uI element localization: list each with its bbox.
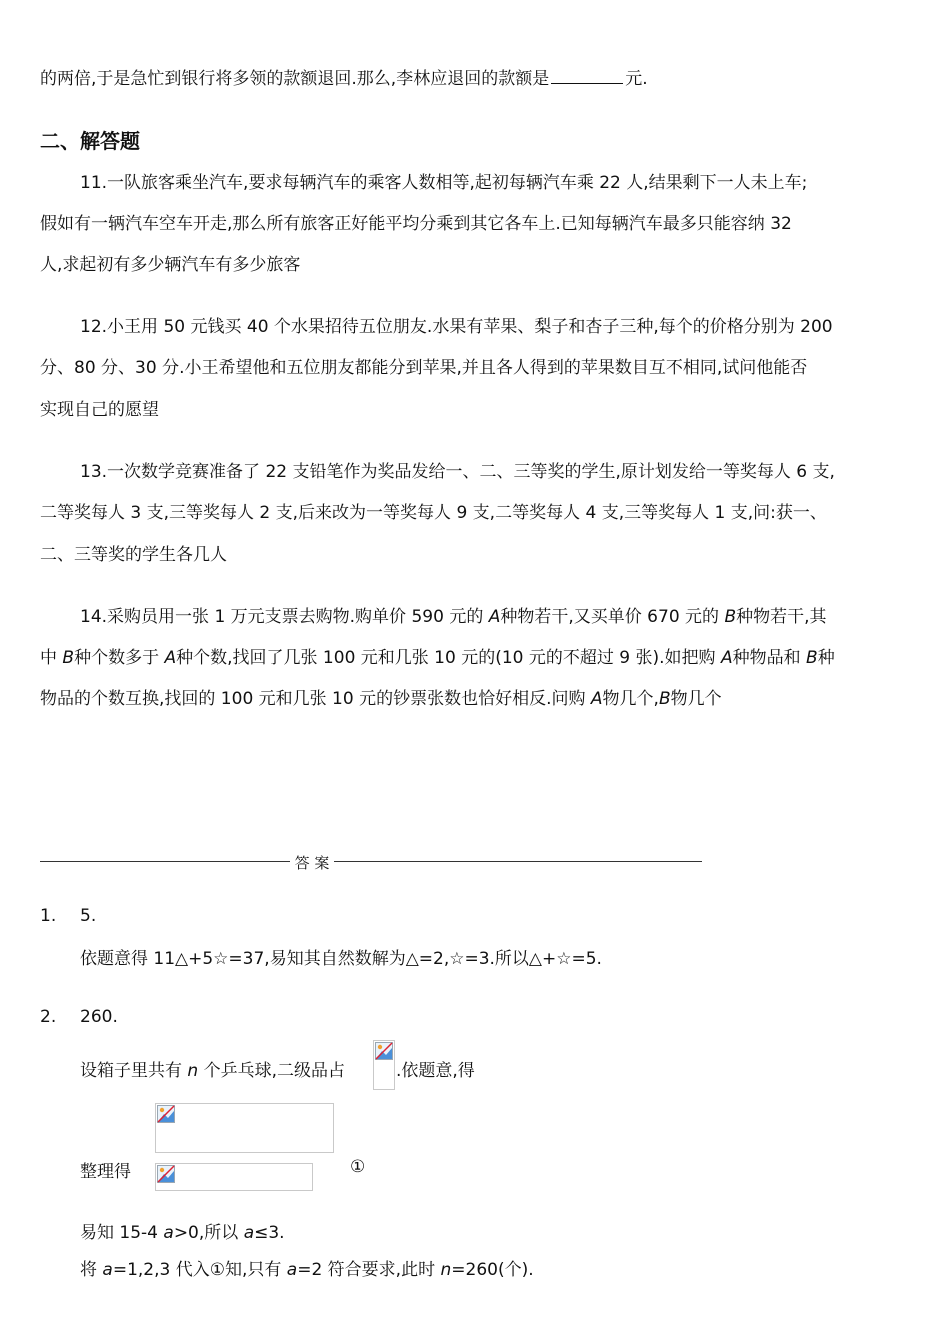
var-n: n (440, 1260, 452, 1280)
var-b: B (724, 607, 737, 627)
var-a-lower: a (163, 1223, 174, 1243)
answer-2-text: ≤3. (254, 1223, 285, 1243)
var-a: A (488, 607, 501, 627)
broken-image-icon (375, 1042, 393, 1060)
q12-line-2: 分、80 分、30 分.小王希望他和五位朋友都能分到苹果,并且各人得到的苹果数目互不相同,试问他能否 (40, 358, 808, 378)
answer-1-number: 1. (40, 906, 57, 926)
answer-2-text: =1,2,3 代入①知,只有 (112, 1260, 287, 1280)
q10-tail-line (40, 64, 648, 89)
var-a-lower: a (102, 1260, 113, 1280)
var-b: B (658, 689, 671, 709)
q14-text: 物品的个数互换,找回的 100 元和几张 10 元的钞票张数也恰好相反.问购 (40, 689, 591, 709)
q14-line-1 (80, 602, 827, 627)
var-a-lower: a (243, 1223, 255, 1243)
divider-rule-right (334, 861, 702, 862)
equation-image-placeholder (155, 1103, 334, 1153)
fraction-image-placeholder (373, 1040, 395, 1090)
q12-line-3: 实现自己的愿望 (40, 400, 159, 420)
q12-line-1: 12.小王用 50 元钱买 40 个水果招待五位朋友.水果有苹果、梨子和杏子三种,每个的价格分别为 200 (80, 317, 833, 337)
var-b: B (62, 648, 75, 668)
answer-1-value: 5. (80, 906, 97, 926)
q14-text: 物几个, (602, 689, 659, 709)
q14-line-3 (40, 684, 722, 709)
answer-2-line-3 (80, 1218, 285, 1243)
simplified-equation-image-placeholder (155, 1163, 313, 1191)
broken-image-icon (157, 1105, 175, 1123)
q14-text: 物几个 (670, 689, 722, 709)
q13-line-2: 二等奖每人 3 支,三等奖每人 2 支,后来改为一等奖每人 9 支,二等奖每人 4 支,三等奖每人 1 支,问:获一、 (40, 503, 827, 523)
answer-2-text: =2 符合要求,此时 (297, 1260, 441, 1280)
q11-line-1: 11.一队旅客乘坐汽车,要求每辆汽车的乘客人数相等,起初每辆汽车乘 22 人,结果剩下一人未上车; (80, 173, 808, 193)
divider-rule-left (40, 861, 290, 862)
q14-text: 种物品和 (732, 648, 807, 668)
q13-line-1: 13.一次数学竞赛准备了 22 支铅笔作为奖品发给一、二、三等奖的学生,原计划发给一等奖每人 6 支, (80, 462, 835, 482)
answer-2-text: 设箱子里共有 (80, 1061, 188, 1081)
answer-2-line-1-end: .依题意,得 (396, 1061, 475, 1081)
answer-2-text: >0,所以 (173, 1223, 244, 1243)
var-a: A (590, 689, 603, 709)
equation-marker-1: ① (350, 1157, 366, 1177)
answer-2-text: =260(个). (451, 1260, 534, 1280)
q14-text: 中 (40, 648, 63, 668)
q11-line-3: 人,求起初有多少辆汽车有多少旅客 (40, 255, 301, 275)
var-a: A (720, 648, 733, 668)
q10-tail-text: 的两倍,于是急忙到银行将多领的款额退回.那么,李林应退回的款额是 (40, 69, 550, 89)
answer-2-text: 个乒乓球,二级品占 (198, 1061, 345, 1081)
var-a-lower: a (286, 1260, 298, 1280)
answer-blank (551, 69, 623, 84)
q14-text: 种个数,找回了几张 100 元和几张 10 元的(10 元的不超过 9 张).如把购 (176, 648, 721, 668)
answer-2-line-1 (80, 1056, 345, 1081)
answer-2-line-4 (80, 1255, 534, 1280)
q14-text: 种 (817, 648, 835, 668)
answer-1-explanation: 依题意得 11△+5☆=37,易知其自然数解为△=2,☆=3.所以△+☆=5. (80, 949, 602, 969)
answer-2-value: 260. (80, 1007, 118, 1027)
divider-label: 答 案 (290, 852, 334, 873)
q13-line-3: 二、三等奖的学生各几人 (40, 545, 227, 565)
q14-text: 种物若干,又买单价 670 元的 (500, 607, 725, 627)
answer-2-text: 将 (80, 1260, 103, 1280)
answer-2-line-2: 整理得 (80, 1162, 131, 1182)
section-title: 二、解答题 (40, 129, 140, 153)
q14-text: 种个数多于 (74, 648, 165, 668)
var-n: n (187, 1061, 199, 1081)
var-b: B (806, 648, 818, 668)
answer-2-text: 易知 15-4 (80, 1223, 164, 1243)
q14-line-2 (40, 643, 835, 668)
var-a: A (164, 648, 177, 668)
answers-divider (40, 852, 702, 870)
answer-2-number: 2. (40, 1007, 57, 1027)
q11-line-2: 假如有一辆汽车空车开走,那么所有旅客正好能平均分乘到其它各车上.已知每辆汽车最多只能容纳 32 (40, 214, 792, 234)
broken-image-icon (157, 1165, 175, 1183)
q10-tail-unit: 元. (625, 69, 648, 89)
q14-text: 种物若干,其 (736, 607, 827, 627)
q14-text: 14.采购员用一张 1 万元支票去购物.购单价 590 元的 (80, 607, 489, 627)
